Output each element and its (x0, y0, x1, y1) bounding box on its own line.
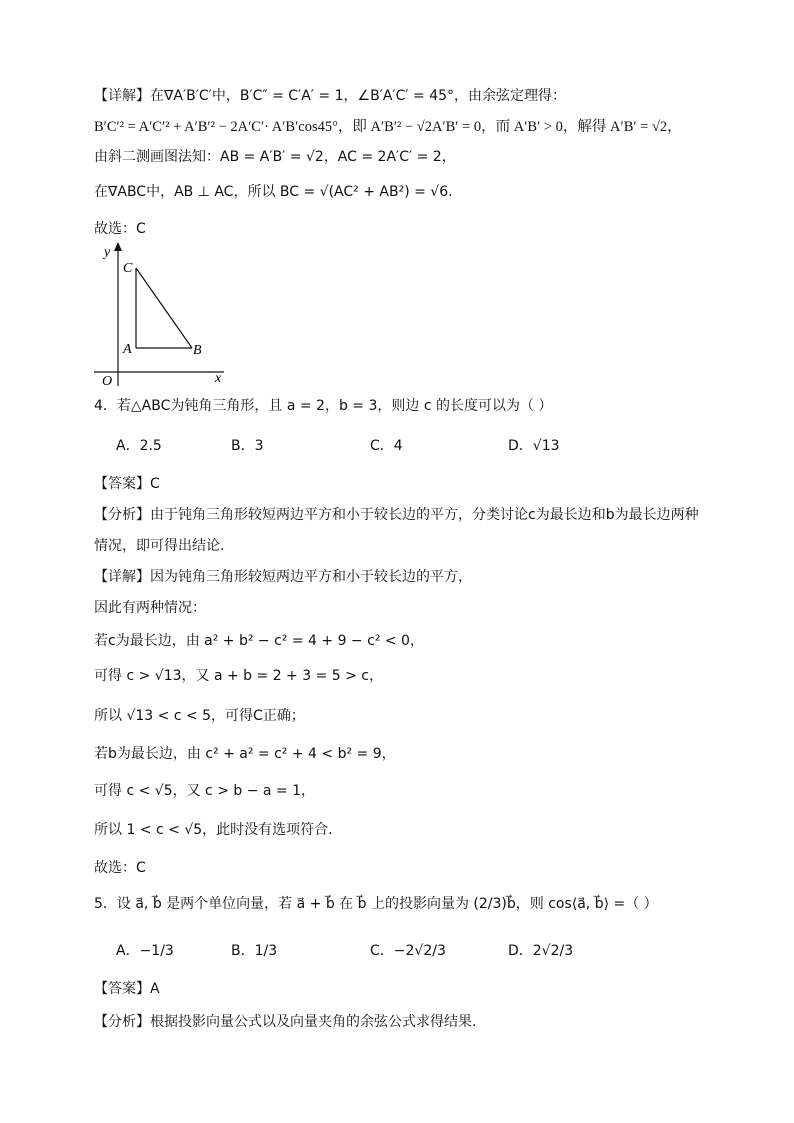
q5-option-c: C．−2√2/3 (370, 943, 446, 959)
q4-detail-line-3: 若c为最长边，由 a² + b² − c² = 4 + 9 − c² < 0， (94, 633, 424, 649)
answer-choice-line: 故选：C (94, 221, 146, 237)
q4-detail-line-2: 因此有两种情况： (94, 600, 206, 616)
q4-option-a: A．2.5 (116, 438, 162, 454)
q4-detail-line-6: 若b为最长边，由 c² + a² = c² + 4 < b² = 9， (94, 746, 396, 762)
q4-detail-line-8: 所以 1 < c < √5，此时没有选项符合. (94, 822, 333, 838)
q4-option-c: C．4 (370, 438, 403, 454)
x-axis-label: x (215, 371, 222, 386)
point-c-label: C (123, 261, 133, 276)
solution-line-3: 由斜二测画图法知：AB = A′B′ = √2，AC = 2A′C′ = 2， (94, 149, 456, 165)
q5-option-b: B．1/3 (231, 943, 278, 959)
q5-option-d: D．2√2/3 (508, 943, 574, 959)
q4-detail-line-5: 所以 √13 < c < 5，可得C正确； (94, 708, 305, 724)
q5-option-a: A．−1/3 (116, 943, 174, 959)
y-axis-arrow (114, 242, 122, 251)
q5-answer: 【答案】A (94, 981, 160, 997)
y-axis-label: y (104, 245, 111, 260)
q4-option-d: D．√13 (508, 438, 560, 454)
side-bc (136, 268, 192, 348)
q4-detail-line-9: 故选：C (94, 860, 146, 876)
point-b-label: B (193, 343, 202, 358)
q4-analysis-line-1: 【分析】由于钝角三角形较短两边平方和小于较长边的平方，分类讨论c为最长边和b为最长边两种 (94, 507, 699, 523)
solution-line-2: B′C′² = A′C′² + A′B′² − 2A′C′· A′B′cos45°，即 A′B′² − √2A′B′ = 0，而 A′B′ > 0，解得 A′B′ = √2， (94, 119, 682, 135)
q4-detail-line-4: 可得 c > √13，又 a + b = 2 + 3 = 5 > c， (94, 668, 384, 684)
q4-answer: 【答案】C (94, 476, 160, 492)
solution-line-4: 在∇ABC中，AB ⊥ AC，所以 BC = √(AC² + AB²) = √6. (94, 184, 453, 200)
q5-analysis: 【分析】根据投影向量公式以及向量夹角的余弦公式求得结果. (94, 1014, 477, 1030)
question-4: 4．若△ABC为钝角三角形，且 a = 2，b = 3，则边 c 的长度可以为（ ） (94, 398, 553, 414)
q4-analysis-line-2: 情况，即可得出结论. (94, 538, 225, 554)
q4-option-b: B．3 (231, 438, 264, 454)
point-a-label: A (123, 342, 132, 357)
question-5: 5．设 a⃗, b⃗ 是两个单位向量，若 a⃗ + b⃗ 在 b⃗ 上的投影向量为 (2/3)b⃗，则 cos⟨a⃗, b⃗⟩ =（ ） (94, 896, 658, 912)
solution-line-1: 【详解】在∇A′B′C′中，B′C″ = C′A′ = 1，∠B′A′C′ = 45°，由余弦定理得： (94, 88, 567, 104)
q4-detail-line-1: 【详解】因为钝角三角形较短两边平方和小于较长边的平方， (94, 569, 472, 585)
right-triangle-figure (92, 240, 232, 388)
origin-label: O (102, 374, 113, 388)
q4-detail-line-7: 可得 c < √5，又 c > b − a = 1， (94, 783, 316, 799)
